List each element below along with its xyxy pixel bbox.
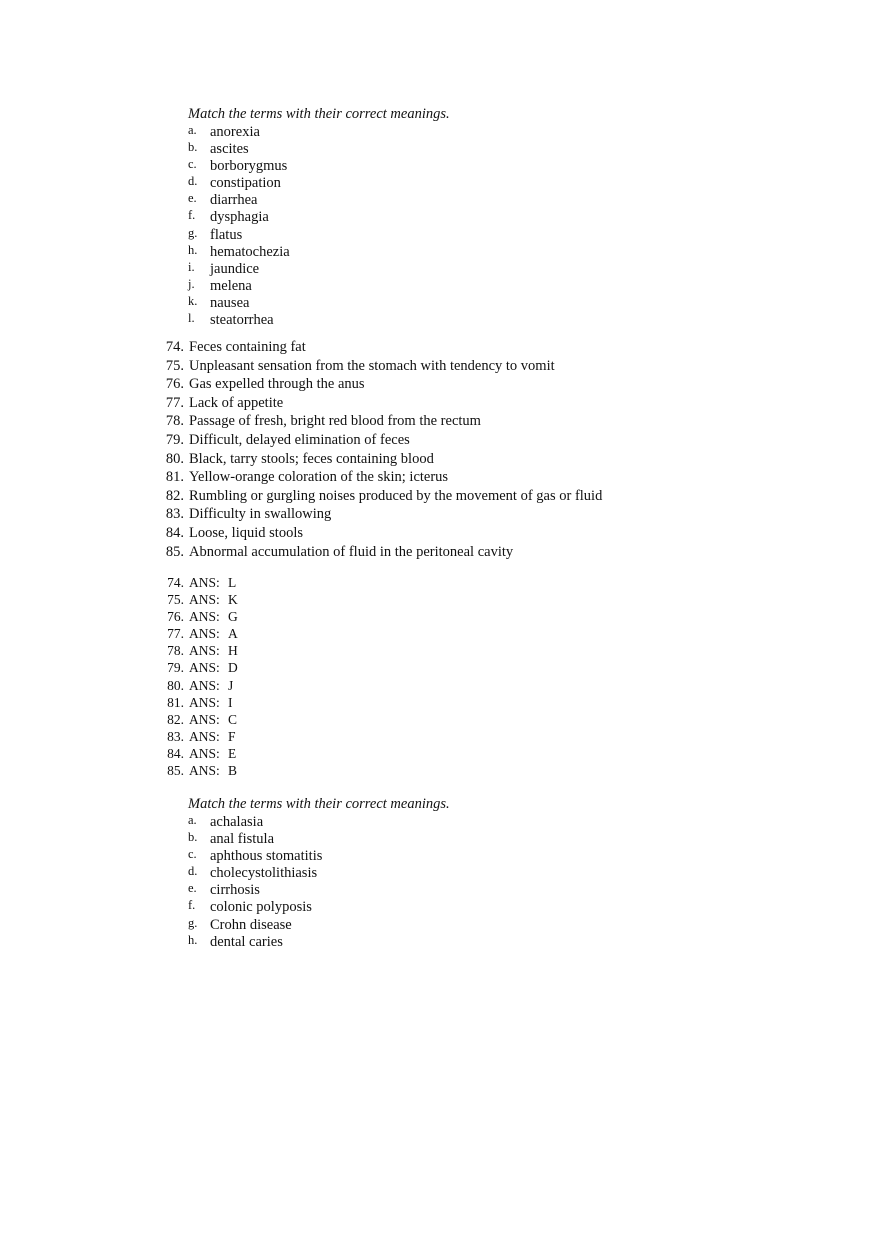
term-text: steatorrhea <box>210 312 274 329</box>
term-text: diarrhea <box>210 192 258 209</box>
term-text: nausea <box>210 294 250 311</box>
answer-label: ANS: <box>189 660 220 676</box>
answer-label: ANS: <box>189 575 220 590</box>
question-text: Unpleasant sensation from the stomach with tendency to vomit <box>189 357 555 374</box>
answer-label: ANS: <box>189 609 220 625</box>
question-text: Lack of appetite <box>189 394 284 411</box>
answer-number: 76. <box>167 609 184 625</box>
question-text: Abnormal accumulation of fluid in the peritoneal cavity <box>189 543 514 560</box>
term-text: melena <box>210 277 252 294</box>
question-text: Loose, liquid stools <box>189 524 303 541</box>
answer-value: G <box>228 609 238 625</box>
answer-value: J <box>228 677 234 693</box>
question-number: 80. <box>165 450 184 467</box>
answer-value: F <box>228 728 236 744</box>
answer-number: 78. <box>167 643 184 659</box>
answer-value: K <box>228 592 238 608</box>
term-text: colonic polyposis <box>210 899 312 916</box>
term-letter: a. <box>188 123 197 137</box>
answer-number: 81. <box>167 694 184 710</box>
answer-number: 75. <box>167 592 184 608</box>
answer-label: ANS: <box>189 592 220 608</box>
answer-label: ANS: <box>189 626 220 642</box>
answer-value: I <box>228 694 233 710</box>
term-letter: g. <box>188 225 198 240</box>
term-letter: d. <box>188 864 198 879</box>
question-text: Gas expelled through the anus <box>189 376 365 393</box>
answer-value: B <box>228 763 238 779</box>
question-number: 81. <box>165 469 184 486</box>
answer-number: 82. <box>167 711 184 727</box>
term-letter: i. <box>188 259 195 274</box>
answer-number: 74. <box>167 575 184 590</box>
answer-label: ANS: <box>189 711 220 727</box>
answer-value: L <box>228 575 237 590</box>
term-text: ascites <box>210 141 249 158</box>
answer-label: ANS: <box>189 694 220 710</box>
question-text: Yellow-orange coloration of the skin; icterus <box>189 469 449 486</box>
term-letter: f. <box>188 898 196 913</box>
question-text: Difficulty in swallowing <box>189 506 332 523</box>
answer-number: 80. <box>167 677 184 693</box>
term-text: aphthous stomatitis <box>210 848 323 865</box>
question-number: 83. <box>165 506 184 523</box>
term-letter: c. <box>188 847 197 862</box>
term-text: jaundice <box>210 260 260 277</box>
term-letter: e. <box>188 191 197 206</box>
question-number: 76. <box>165 376 184 393</box>
term-text: hematochezia <box>210 243 290 260</box>
term-letter: f. <box>188 208 196 223</box>
term-letter: g. <box>188 915 198 930</box>
question-number: 79. <box>165 431 184 448</box>
answer-label: ANS: <box>189 677 220 693</box>
answer-number: 77. <box>167 626 184 642</box>
term-text: dysphagia <box>210 209 269 226</box>
term-letter: k. <box>188 293 198 308</box>
term-text: dental caries <box>210 933 283 950</box>
answer-number: 84. <box>167 745 184 761</box>
term-text: anal fistula <box>210 831 275 848</box>
term-letter: h. <box>188 242 198 257</box>
question-number: 78. <box>165 413 184 430</box>
term-text: cirrhosis <box>210 882 260 899</box>
question-number: 85. <box>165 543 184 560</box>
question-number: 84. <box>165 524 184 541</box>
question-text: Passage of fresh, bright red blood from the rectum <box>189 413 481 430</box>
question-number: 82. <box>165 487 184 504</box>
question-text: Rumbling or gurgling noises produced by the movement of gas or fluid <box>189 487 603 504</box>
section1-instruction: Match the terms with their correct meanings. <box>188 106 450 122</box>
question-number: 77. <box>165 394 184 411</box>
term-text: achalasia <box>210 814 264 830</box>
term-letter: b. <box>188 830 198 845</box>
answer-label: ANS: <box>189 745 220 761</box>
term-letter: j. <box>188 276 195 291</box>
answer-number: 85. <box>167 763 184 779</box>
term-text: cholecystolithiasis <box>210 865 318 882</box>
term-letter: c. <box>188 157 197 172</box>
answer-value: H <box>228 643 238 659</box>
term-text: anorexia <box>210 124 260 140</box>
term-text: flatus <box>210 226 243 243</box>
question-number: 74. <box>165 339 184 355</box>
question-text: Difficult, delayed elimination of feces <box>189 431 410 448</box>
answer-value: C <box>228 711 238 727</box>
section2-instruction: Match the terms with their correct meanings. <box>188 796 450 812</box>
term-letter: h. <box>188 932 198 947</box>
term-letter: l. <box>188 311 195 326</box>
answer-value: D <box>228 660 238 676</box>
question-number: 75. <box>165 357 184 374</box>
question-text: Feces containing fat <box>189 339 306 355</box>
term-text: Crohn disease <box>210 916 292 933</box>
term-text: borborygmus <box>210 158 288 175</box>
answer-label: ANS: <box>189 643 220 659</box>
term-letter: e. <box>188 881 197 896</box>
answer-number: 83. <box>167 728 184 744</box>
term-text: constipation <box>210 175 281 192</box>
term-letter: b. <box>188 140 198 155</box>
term-letter: a. <box>188 813 197 827</box>
question-text: Black, tarry stools; feces containing blood <box>189 450 434 467</box>
answer-value: E <box>228 745 237 761</box>
answer-label: ANS: <box>189 763 220 779</box>
answer-number: 79. <box>167 660 184 676</box>
answer-value: A <box>228 626 238 642</box>
term-letter: d. <box>188 174 198 189</box>
answer-label: ANS: <box>189 728 220 744</box>
